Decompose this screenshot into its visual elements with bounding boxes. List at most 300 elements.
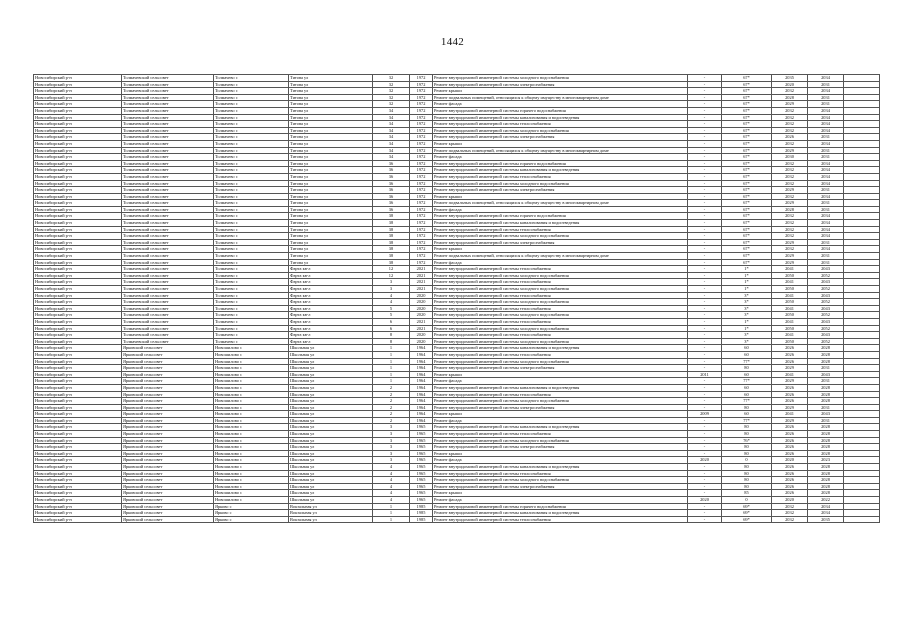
cell-plan-year-start: 2041 bbox=[772, 279, 808, 286]
cell-house-number: 5 bbox=[373, 312, 410, 319]
table-row bbox=[34, 187, 880, 194]
cell-locality: Новошилово с bbox=[214, 404, 289, 411]
cell-build-year: 2020 bbox=[410, 292, 433, 299]
cell-district: Новосибирский р-н bbox=[34, 246, 122, 253]
cell-last-repair-year: - bbox=[688, 101, 722, 108]
cell-work-type: Ремонт внутридомовой инженерной системы холодного водоснабжения bbox=[433, 272, 688, 279]
table-row bbox=[34, 424, 880, 431]
cell-district: Новосибирский р-н bbox=[34, 226, 122, 233]
cell-plan-year-start: 2032 bbox=[772, 510, 808, 517]
cell-wear-percent: 80 bbox=[722, 424, 772, 431]
cell-locality: Новошилово с bbox=[214, 398, 289, 405]
cell-wear-percent: 77* bbox=[722, 378, 772, 385]
table-row bbox=[34, 292, 880, 299]
cell-build-year: 1972 bbox=[410, 167, 433, 174]
cell-house-number: 32 bbox=[373, 88, 410, 95]
cell-last-repair-year: - bbox=[688, 345, 722, 352]
cell-house-number: 34 bbox=[373, 134, 410, 141]
cell-build-year: 1965 bbox=[410, 470, 433, 477]
cell-house-number: 36 bbox=[373, 173, 410, 180]
cell-build-year: 1972 bbox=[410, 173, 433, 180]
cell-wear-percent: 67* bbox=[722, 233, 772, 240]
cell-build-year: 1964 bbox=[410, 371, 433, 378]
cell-plan-year-start: 2026 bbox=[772, 437, 808, 444]
cell-plan-year-start: 2032 bbox=[772, 226, 808, 233]
cell-plan-year-end: 2043 bbox=[808, 332, 844, 339]
cell-work-type: Ремонт крыши bbox=[433, 371, 688, 378]
cell-plan-year-start: 2041 bbox=[772, 305, 808, 312]
cell-house-number: 4 bbox=[373, 477, 410, 484]
cell-wear-percent: 69* bbox=[722, 503, 772, 510]
cell-district: Новосибирский р-н bbox=[34, 272, 122, 279]
table-row bbox=[34, 88, 880, 95]
cell-locality: Толмачево с bbox=[214, 173, 289, 180]
cell-last-repair-year: 2020 bbox=[688, 497, 722, 504]
cell-plan-year-end: 2052 bbox=[808, 299, 844, 306]
cell-plan-year-end: 2034 bbox=[808, 510, 844, 517]
cell-house-number: 38 bbox=[373, 239, 410, 246]
cell-spacer bbox=[844, 114, 880, 121]
cell-house-number: 3 bbox=[373, 279, 410, 286]
cell-street: Титова ул bbox=[289, 180, 373, 187]
cell-street: Школьная ул bbox=[289, 437, 373, 444]
cell-settlement: Толмачевский сельсовет bbox=[122, 94, 214, 101]
cell-work-type: Ремонт внутридомовой инженерной системы холодного водоснабжения bbox=[433, 437, 688, 444]
cell-street: Школьная ул bbox=[289, 490, 373, 497]
cell-street: Школьная ул bbox=[289, 464, 373, 471]
cell-spacer bbox=[844, 365, 880, 372]
cell-district: Новосибирский р-н bbox=[34, 437, 122, 444]
cell-street: Титова ул bbox=[289, 259, 373, 266]
cell-locality: Новошилово с bbox=[214, 450, 289, 457]
cell-district: Новосибирский р-н bbox=[34, 464, 122, 471]
cell-plan-year-start: 2032 bbox=[772, 121, 808, 128]
cell-house-number: 3 bbox=[373, 450, 410, 457]
cell-build-year: 1972 bbox=[410, 220, 433, 227]
cell-plan-year-start: 2026 bbox=[772, 391, 808, 398]
cell-street: Фарта кв-л bbox=[289, 292, 373, 299]
cell-plan-year-end: 2034 bbox=[808, 220, 844, 227]
cell-spacer bbox=[844, 134, 880, 141]
cell-district: Новосибирский р-н bbox=[34, 154, 122, 161]
cell-build-year: 1985 bbox=[410, 516, 433, 523]
cell-work-type: Ремонт внутридомовой инженерной системы канализования и водоотведения bbox=[433, 220, 688, 227]
cell-house-number: 1 bbox=[373, 510, 410, 517]
cell-plan-year-start: 2029 bbox=[772, 404, 808, 411]
cell-spacer bbox=[844, 483, 880, 490]
table-row bbox=[34, 437, 880, 444]
cell-spacer bbox=[844, 239, 880, 246]
cell-district: Новосибирский р-н bbox=[34, 510, 122, 517]
cell-district: Новосибирский р-н bbox=[34, 259, 122, 266]
cell-plan-year-end: 2031 bbox=[808, 147, 844, 154]
cell-district: Новосибирский р-н bbox=[34, 187, 122, 194]
table-row bbox=[34, 101, 880, 108]
cell-locality: Новошилово с bbox=[214, 470, 289, 477]
cell-last-repair-year: - bbox=[688, 266, 722, 273]
cell-spacer bbox=[844, 220, 880, 227]
cell-spacer bbox=[844, 325, 880, 332]
cell-spacer bbox=[844, 477, 880, 484]
cell-street: Школьная ул bbox=[289, 417, 373, 424]
cell-settlement: Ярковский сельсовет bbox=[122, 470, 214, 477]
cell-settlement: Толмачевский сельсовет bbox=[122, 154, 214, 161]
cell-spacer bbox=[844, 253, 880, 260]
cell-spacer bbox=[844, 332, 880, 339]
cell-spacer bbox=[844, 292, 880, 299]
cell-plan-year-start: 2029 bbox=[772, 187, 808, 194]
cell-spacer bbox=[844, 147, 880, 154]
cell-build-year: 1972 bbox=[410, 114, 433, 121]
cell-work-type: Ремонт фасада bbox=[433, 154, 688, 161]
cell-plan-year-start: 2032 bbox=[772, 213, 808, 220]
cell-house-number: 2 bbox=[373, 411, 410, 418]
cell-last-repair-year: - bbox=[688, 325, 722, 332]
cell-district: Новосибирский р-н bbox=[34, 101, 122, 108]
cell-district: Новосибирский р-н bbox=[34, 444, 122, 451]
cell-street: Фарта кв-л bbox=[289, 305, 373, 312]
table-row bbox=[34, 450, 880, 457]
cell-plan-year-end: 2034 bbox=[808, 193, 844, 200]
cell-house-number: 38 bbox=[373, 233, 410, 240]
cell-locality: Толмачево с bbox=[214, 94, 289, 101]
cell-wear-percent: 60 bbox=[722, 391, 772, 398]
cell-last-repair-year: - bbox=[688, 187, 722, 194]
cell-work-type: Ремонт внутридомовой инженерной системы электроснабжения bbox=[433, 187, 688, 194]
cell-last-repair-year: - bbox=[688, 167, 722, 174]
cell-locality: Толмачево с bbox=[214, 253, 289, 260]
cell-wear-percent: 69* bbox=[722, 510, 772, 517]
cell-wear-percent: 80 bbox=[722, 365, 772, 372]
cell-district: Новосибирский р-н bbox=[34, 220, 122, 227]
cell-plan-year-start: 2032 bbox=[772, 107, 808, 114]
cell-last-repair-year: - bbox=[688, 384, 722, 391]
table-row bbox=[34, 299, 880, 306]
cell-work-type: Ремонт внутридомовой инженерной системы теплоснабжения bbox=[433, 391, 688, 398]
cell-settlement: Ярковский сельсовет bbox=[122, 351, 214, 358]
cell-plan-year-start: 2026 bbox=[772, 351, 808, 358]
cell-build-year: 2020 bbox=[410, 338, 433, 345]
cell-spacer bbox=[844, 140, 880, 147]
cell-build-year: 1972 bbox=[410, 200, 433, 207]
cell-spacer bbox=[844, 497, 880, 504]
cell-plan-year-start: 2050 bbox=[772, 325, 808, 332]
cell-last-repair-year: - bbox=[688, 88, 722, 95]
cell-settlement: Толмачевский сельсовет bbox=[122, 239, 214, 246]
cell-locality: Новошилово с bbox=[214, 358, 289, 365]
cell-settlement: Толмачевский сельсовет bbox=[122, 332, 214, 339]
cell-house-number: 2 bbox=[373, 398, 410, 405]
cell-build-year: 1965 bbox=[410, 477, 433, 484]
cell-build-year: 1964 bbox=[410, 345, 433, 352]
cell-spacer bbox=[844, 160, 880, 167]
cell-plan-year-start: 2029 bbox=[772, 365, 808, 372]
cell-district: Новосибирский р-н bbox=[34, 107, 122, 114]
cell-build-year: 1972 bbox=[410, 147, 433, 154]
cell-plan-year-end: 2034 bbox=[808, 75, 844, 82]
cell-district: Новосибирский р-н bbox=[34, 127, 122, 134]
cell-plan-year-start: 2032 bbox=[772, 140, 808, 147]
cell-plan-year-start: 2020 bbox=[772, 457, 808, 464]
cell-street: Школьная ул bbox=[289, 457, 373, 464]
table-row bbox=[34, 417, 880, 424]
cell-plan-year-end: 2034 bbox=[808, 503, 844, 510]
cell-work-type: Ремонт внутридомовой инженерной системы канализования и водоотведения bbox=[433, 464, 688, 471]
cell-locality: Толмачево с bbox=[214, 147, 289, 154]
table-row bbox=[34, 213, 880, 220]
cell-build-year: 1964 bbox=[410, 398, 433, 405]
cell-last-repair-year: - bbox=[688, 160, 722, 167]
cell-plan-year-end: 2031 bbox=[808, 94, 844, 101]
cell-wear-percent: 67* bbox=[722, 88, 772, 95]
cell-settlement: Толмачевский сельсовет bbox=[122, 180, 214, 187]
cell-plan-year-start: 2026 bbox=[772, 464, 808, 471]
cell-wear-percent: 76* bbox=[722, 437, 772, 444]
cell-last-repair-year: 2011 bbox=[688, 371, 722, 378]
cell-build-year: 2021 bbox=[410, 318, 433, 325]
cell-last-repair-year: - bbox=[688, 127, 722, 134]
cell-house-number: 34 bbox=[373, 121, 410, 128]
cell-spacer bbox=[844, 154, 880, 161]
cell-settlement: Толмачевский сельсовет bbox=[122, 318, 214, 325]
cell-work-type: Ремонт внутридомовой инженерной системы горячего водоснабжения bbox=[433, 107, 688, 114]
table-row bbox=[34, 483, 880, 490]
table-row bbox=[34, 325, 880, 332]
cell-plan-year-end: 2028 bbox=[808, 483, 844, 490]
cell-street: Титова ул bbox=[289, 140, 373, 147]
cell-locality: Толмачево с bbox=[214, 246, 289, 253]
table-row bbox=[34, 81, 880, 88]
cell-locality: Новошилово с bbox=[214, 351, 289, 358]
cell-work-type: Ремонт внутридомовой инженерной системы канализования и водоотведения bbox=[433, 114, 688, 121]
cell-plan-year-end: 2031 bbox=[808, 404, 844, 411]
table-row bbox=[34, 226, 880, 233]
cell-build-year: 1964 bbox=[410, 391, 433, 398]
cell-settlement: Ярковский сельсовет bbox=[122, 398, 214, 405]
cell-district: Новосибирский р-н bbox=[34, 358, 122, 365]
cell-house-number: 32 bbox=[373, 101, 410, 108]
cell-settlement: Толмачевский сельсовет bbox=[122, 101, 214, 108]
cell-plan-year-end: 2034 bbox=[808, 127, 844, 134]
cell-last-repair-year: - bbox=[688, 404, 722, 411]
cell-settlement: Ярковский сельсовет bbox=[122, 450, 214, 457]
cell-plan-year-end: 2031 bbox=[808, 417, 844, 424]
cell-locality: Новошилово с bbox=[214, 371, 289, 378]
cell-build-year: 1972 bbox=[410, 140, 433, 147]
cell-wear-percent: 67* bbox=[722, 246, 772, 253]
cell-last-repair-year: - bbox=[688, 226, 722, 233]
cell-wear-percent: 67* bbox=[722, 107, 772, 114]
cell-settlement: Толмачевский сельсовет bbox=[122, 266, 214, 273]
cell-house-number: 38 bbox=[373, 226, 410, 233]
cell-locality: Ярково с bbox=[214, 510, 289, 517]
cell-work-type: Ремонт внутридомовой инженерной системы теплоснабжения bbox=[433, 173, 688, 180]
cell-district: Новосибирский р-н bbox=[34, 318, 122, 325]
table-row bbox=[34, 147, 880, 154]
cell-house-number: 3 bbox=[373, 444, 410, 451]
cell-plan-year-end: 2034 bbox=[808, 107, 844, 114]
cell-settlement: Толмачевский сельсовет bbox=[122, 140, 214, 147]
cell-build-year: 1965 bbox=[410, 424, 433, 431]
cell-build-year: 1964 bbox=[410, 417, 433, 424]
cell-plan-year-end: 2034 bbox=[808, 121, 844, 128]
cell-settlement: Толмачевский сельсовет bbox=[122, 206, 214, 213]
cell-spacer bbox=[844, 424, 880, 431]
cell-build-year: 2020 bbox=[410, 332, 433, 339]
cell-plan-year-end: 2034 bbox=[808, 246, 844, 253]
cell-plan-year-end: 2028 bbox=[808, 398, 844, 405]
cell-plan-year-end: 2035 bbox=[808, 516, 844, 523]
cell-plan-year-end: 2031 bbox=[808, 259, 844, 266]
cell-plan-year-start: 2032 bbox=[772, 88, 808, 95]
cell-last-repair-year: - bbox=[688, 220, 722, 227]
cell-district: Новосибирский р-н bbox=[34, 160, 122, 167]
cell-last-repair-year: - bbox=[688, 299, 722, 306]
cell-wear-percent: 67* bbox=[722, 160, 772, 167]
cell-plan-year-start: 2032 bbox=[772, 180, 808, 187]
cell-locality: Толмачево с bbox=[214, 140, 289, 147]
cell-last-repair-year: - bbox=[688, 107, 722, 114]
cell-settlement: Толмачевский сельсовет bbox=[122, 305, 214, 312]
cell-work-type: Ремонт внутридомовой инженерной системы канализования и водоотведения bbox=[433, 424, 688, 431]
cell-work-type: Ремонт внутридомовой инженерной системы холодного водоснабжения bbox=[433, 312, 688, 319]
cell-last-repair-year: - bbox=[688, 279, 722, 286]
cell-district: Новосибирский р-н bbox=[34, 417, 122, 424]
cell-house-number: 5 bbox=[373, 305, 410, 312]
cell-settlement: Ярковский сельсовет bbox=[122, 365, 214, 372]
cell-street: Титова ул bbox=[289, 88, 373, 95]
capital-repair-schedule-table bbox=[33, 74, 880, 523]
cell-district: Новосибирский р-н bbox=[34, 213, 122, 220]
cell-locality: Толмачево с bbox=[214, 75, 289, 82]
cell-settlement: Ярковский сельсовет bbox=[122, 464, 214, 471]
cell-wear-percent: 1* bbox=[722, 286, 772, 293]
cell-last-repair-year: - bbox=[688, 378, 722, 385]
cell-wear-percent: 3* bbox=[722, 305, 772, 312]
cell-plan-year-end: 2043 bbox=[808, 279, 844, 286]
cell-wear-percent: 3* bbox=[722, 292, 772, 299]
cell-district: Новосибирский р-н bbox=[34, 140, 122, 147]
cell-street: Фарта кв-л bbox=[289, 312, 373, 319]
cell-plan-year-end: 2031 bbox=[808, 378, 844, 385]
cell-house-number: 32 bbox=[373, 75, 410, 82]
cell-wear-percent: 67* bbox=[722, 121, 772, 128]
cell-last-repair-year: - bbox=[688, 483, 722, 490]
cell-work-type: Ремонт внутридомовой инженерной системы теплоснабжения bbox=[433, 266, 688, 273]
cell-build-year: 1972 bbox=[410, 127, 433, 134]
cell-wear-percent: 0 bbox=[722, 457, 772, 464]
cell-settlement: Толмачевский сельсовет bbox=[122, 134, 214, 141]
cell-settlement: Толмачевский сельсовет bbox=[122, 81, 214, 88]
cell-spacer bbox=[844, 384, 880, 391]
cell-locality: Толмачево с bbox=[214, 338, 289, 345]
cell-locality: Толмачево с bbox=[214, 286, 289, 293]
cell-spacer bbox=[844, 358, 880, 365]
cell-spacer bbox=[844, 266, 880, 273]
cell-district: Новосибирский р-н bbox=[34, 384, 122, 391]
cell-district: Новосибирский р-н bbox=[34, 424, 122, 431]
cell-wear-percent: 67* bbox=[722, 127, 772, 134]
cell-work-type: Ремонт внутридомовой инженерной системы холодного водоснабжения bbox=[433, 75, 688, 82]
cell-build-year: 1972 bbox=[410, 253, 433, 260]
cell-work-type: Ремонт внутридомовой инженерной системы электроснабжения bbox=[433, 81, 688, 88]
cell-locality: Толмачево с bbox=[214, 167, 289, 174]
cell-settlement: Толмачевский сельсовет bbox=[122, 88, 214, 95]
cell-locality: Толмачево с bbox=[214, 299, 289, 306]
cell-work-type: Ремонт внутридомовой инженерной системы электроснабжения bbox=[433, 483, 688, 490]
cell-house-number: 36 bbox=[373, 160, 410, 167]
cell-settlement: Толмачевский сельсовет bbox=[122, 114, 214, 121]
cell-settlement: Ярковский сельсовет bbox=[122, 417, 214, 424]
cell-spacer bbox=[844, 437, 880, 444]
cell-street: Школьная ул bbox=[289, 384, 373, 391]
cell-street: Фарта кв-л bbox=[289, 279, 373, 286]
table-row bbox=[34, 140, 880, 147]
cell-spacer bbox=[844, 127, 880, 134]
cell-house-number: 36 bbox=[373, 200, 410, 207]
cell-spacer bbox=[844, 312, 880, 319]
table-row bbox=[34, 444, 880, 451]
cell-district: Новосибирский р-н bbox=[34, 239, 122, 246]
cell-last-repair-year: - bbox=[688, 490, 722, 497]
cell-work-type: Ремонт подвальных помещений, относящихся к общему имуществу в многоквартирном доме bbox=[433, 253, 688, 260]
cell-plan-year-end: 2034 bbox=[808, 160, 844, 167]
cell-plan-year-start: 2026 bbox=[772, 384, 808, 391]
cell-plan-year-start: 2032 bbox=[772, 173, 808, 180]
cell-plan-year-end: 2031 bbox=[808, 200, 844, 207]
cell-settlement: Толмачевский сельсовет bbox=[122, 127, 214, 134]
cell-work-type: Ремонт внутридомовой инженерной системы теплоснабжения bbox=[433, 226, 688, 233]
cell-district: Новосибирский р-н bbox=[34, 457, 122, 464]
cell-street: Школьная ул bbox=[289, 450, 373, 457]
cell-spacer bbox=[844, 411, 880, 418]
cell-work-type: Ремонт внутридомовой инженерной системы теплоснабжения bbox=[433, 279, 688, 286]
cell-plan-year-start: 2029 bbox=[772, 253, 808, 260]
cell-wear-percent: 3* bbox=[722, 332, 772, 339]
cell-locality: Толмачево с bbox=[214, 127, 289, 134]
table-row bbox=[34, 365, 880, 372]
cell-wear-percent: 67* bbox=[722, 206, 772, 213]
cell-last-repair-year: - bbox=[688, 193, 722, 200]
table-row bbox=[34, 391, 880, 398]
cell-house-number: 36 bbox=[373, 206, 410, 213]
cell-district: Новосибирский р-н bbox=[34, 450, 122, 457]
cell-wear-percent: 67* bbox=[722, 213, 772, 220]
cell-spacer bbox=[844, 94, 880, 101]
cell-locality: Новошилово с bbox=[214, 431, 289, 438]
cell-locality: Толмачево с bbox=[214, 220, 289, 227]
cell-plan-year-end: 2043 bbox=[808, 305, 844, 312]
cell-locality: Толмачево с bbox=[214, 325, 289, 332]
cell-plan-year-start: 2029 bbox=[772, 259, 808, 266]
cell-work-type: Ремонт крыши bbox=[433, 88, 688, 95]
cell-district: Новосибирский р-н bbox=[34, 94, 122, 101]
cell-district: Новосибирский р-н bbox=[34, 391, 122, 398]
cell-spacer bbox=[844, 516, 880, 523]
table-row bbox=[34, 404, 880, 411]
cell-build-year: 1965 bbox=[410, 497, 433, 504]
cell-plan-year-end: 2028 bbox=[808, 477, 844, 484]
cell-work-type: Ремонт внутридомовой инженерной системы теплоснабжения bbox=[433, 121, 688, 128]
cell-build-year: 2021 bbox=[410, 279, 433, 286]
cell-district: Новосибирский р-н bbox=[34, 378, 122, 385]
cell-house-number: 6 bbox=[373, 325, 410, 332]
cell-plan-year-end: 2043 bbox=[808, 411, 844, 418]
cell-spacer bbox=[844, 187, 880, 194]
cell-settlement: Толмачевский сельсовет bbox=[122, 299, 214, 306]
cell-street: Школьная ул bbox=[289, 398, 373, 405]
cell-plan-year-start: 2032 bbox=[772, 160, 808, 167]
